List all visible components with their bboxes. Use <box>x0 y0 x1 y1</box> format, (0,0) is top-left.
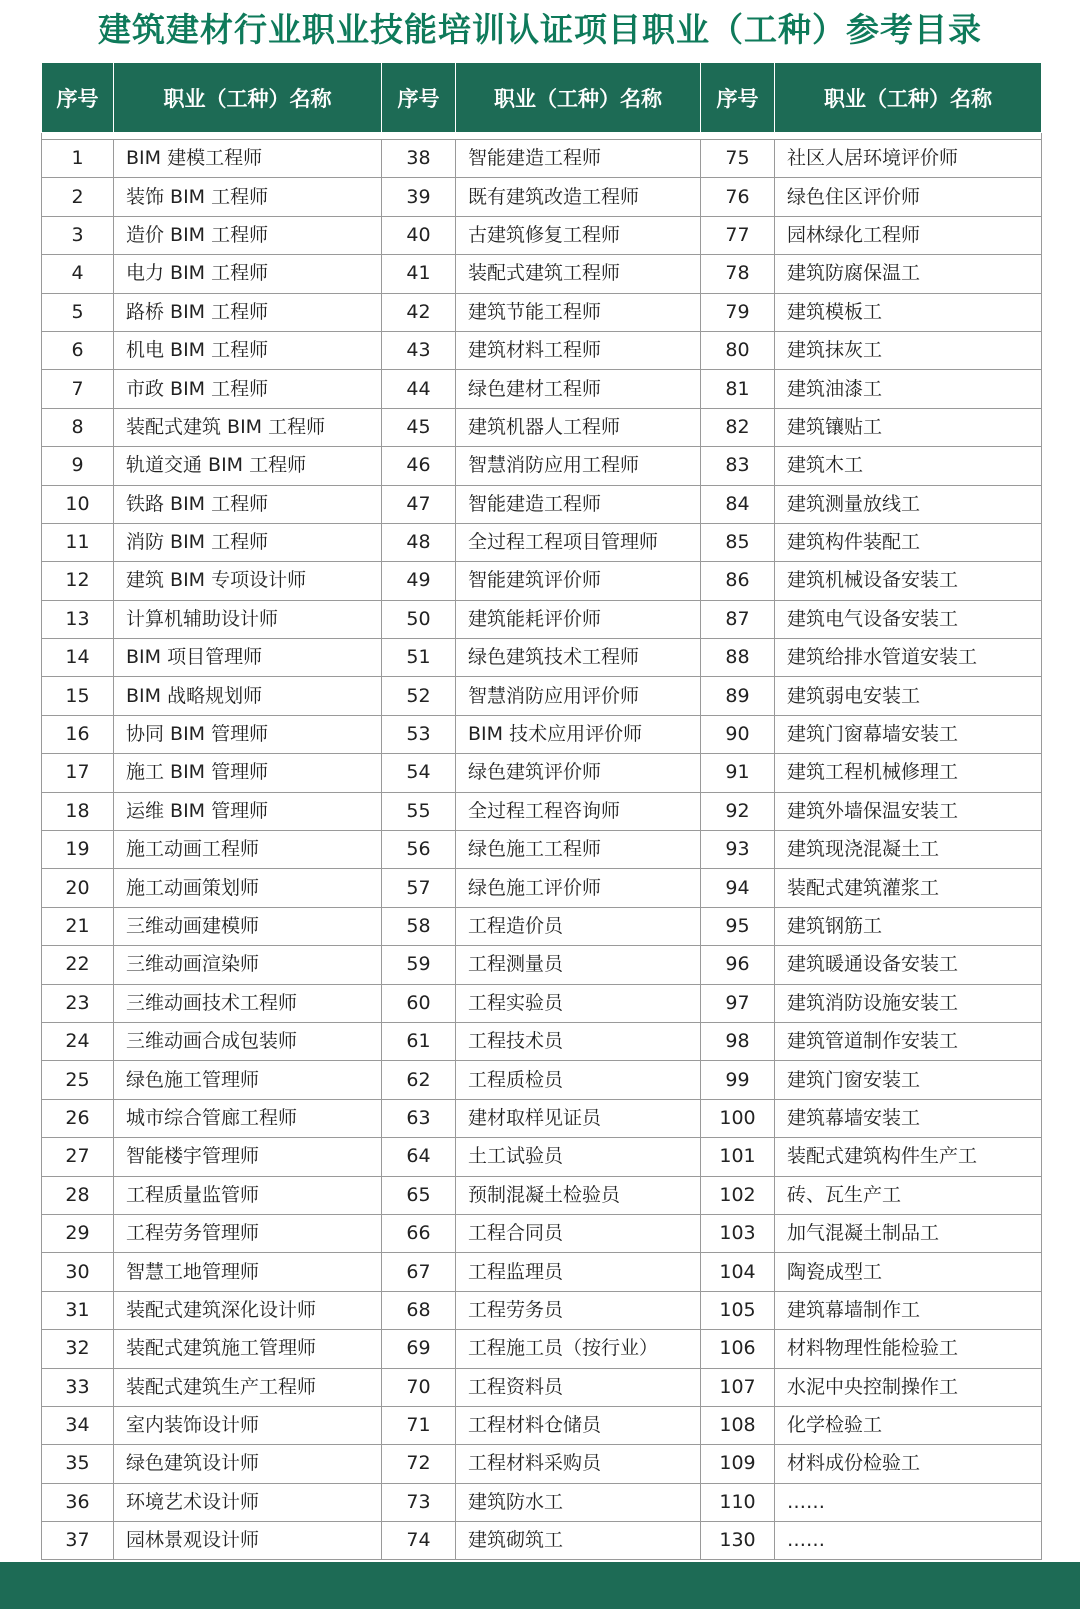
row-occupation-cell: 建筑油漆工 <box>775 370 1042 408</box>
row-index-cell: 45 <box>382 408 456 446</box>
row-index-cell: 56 <box>382 831 456 869</box>
row-occupation-cell: 智慧消防应用评价师 <box>456 677 701 715</box>
header-name-2: 职业（工种）名称 <box>456 63 701 133</box>
row-occupation-cell: 路桥 BIM 工程师 <box>114 293 382 331</box>
footer-bar <box>0 1562 1080 1609</box>
row-occupation-cell: 电力 BIM 工程师 <box>114 255 382 293</box>
table-row <box>42 1253 1042 1291</box>
row-occupation-cell: 建筑材料工程师 <box>456 331 701 369</box>
row-occupation-cell: 智能建筑评价师 <box>456 562 701 600</box>
occupation-table <box>41 62 1042 1560</box>
row-index-cell: 38 <box>382 140 456 178</box>
row-index-cell: 75 <box>701 140 775 178</box>
row-index-cell: 22 <box>42 946 114 984</box>
table-row <box>42 831 1042 869</box>
table-row <box>42 754 1042 792</box>
row-index-cell: 86 <box>701 562 775 600</box>
row-index-cell: 91 <box>701 754 775 792</box>
row-index-cell: 67 <box>382 1253 456 1291</box>
row-occupation-cell: 建筑幕墙制作工 <box>775 1291 1042 1329</box>
row-occupation-cell: 城市综合管廊工程师 <box>114 1099 382 1137</box>
row-occupation-cell: 工程材料采购员 <box>456 1445 701 1483</box>
row-index-cell: 73 <box>382 1483 456 1521</box>
row-index-cell: 130 <box>701 1522 775 1560</box>
table-row <box>42 1368 1042 1406</box>
row-occupation-cell: 绿色建筑技术工程师 <box>456 639 701 677</box>
row-occupation-cell: 智慧消防应用工程师 <box>456 447 701 485</box>
row-index-cell: 40 <box>382 216 456 254</box>
row-index-cell: 65 <box>382 1176 456 1214</box>
row-occupation-cell: 智能建造工程师 <box>456 140 701 178</box>
table-row <box>42 984 1042 1022</box>
row-occupation-cell: 古建筑修复工程师 <box>456 216 701 254</box>
row-occupation-cell: 化学检验工 <box>775 1406 1042 1444</box>
row-index-cell: 93 <box>701 831 775 869</box>
row-index-cell: 35 <box>42 1445 114 1483</box>
table-row <box>42 408 1042 446</box>
table-body <box>42 133 1042 1560</box>
row-index-cell: 32 <box>42 1330 114 1368</box>
row-index-cell: 51 <box>382 639 456 677</box>
row-occupation-cell: 建筑模板工 <box>775 293 1042 331</box>
row-occupation-cell: 运维 BIM 管理师 <box>114 792 382 830</box>
header-spacer <box>42 133 1042 140</box>
table-row <box>42 1291 1042 1329</box>
row-index-cell: 8 <box>42 408 114 446</box>
header-name-1: 职业（工种）名称 <box>114 63 382 133</box>
row-occupation-cell: 建筑测量放线工 <box>775 485 1042 523</box>
row-index-cell: 84 <box>701 485 775 523</box>
row-occupation-cell: 工程测量员 <box>456 946 701 984</box>
row-index-cell: 99 <box>701 1061 775 1099</box>
row-occupation-cell: BIM 战略规划师 <box>114 677 382 715</box>
row-index-cell: 31 <box>42 1291 114 1329</box>
row-occupation-cell: 建筑给排水管道安装工 <box>775 639 1042 677</box>
row-index-cell: 81 <box>701 370 775 408</box>
table-row <box>42 485 1042 523</box>
row-index-cell: 12 <box>42 562 114 600</box>
row-occupation-cell: 轨道交通 BIM 工程师 <box>114 447 382 485</box>
row-index-cell: 106 <box>701 1330 775 1368</box>
row-index-cell: 55 <box>382 792 456 830</box>
row-index-cell: 27 <box>42 1138 114 1176</box>
row-index-cell: 49 <box>382 562 456 600</box>
row-index-cell: 61 <box>382 1022 456 1060</box>
row-occupation-cell: 建筑机械设备安装工 <box>775 562 1042 600</box>
row-occupation-cell: 三维动画合成包装师 <box>114 1022 382 1060</box>
row-index-cell: 7 <box>42 370 114 408</box>
row-index-cell: 37 <box>42 1522 114 1560</box>
row-occupation-cell: 砖、瓦生产工 <box>775 1176 1042 1214</box>
row-occupation-cell: 全过程工程项目管理师 <box>456 523 701 561</box>
row-occupation-cell: 水泥中央控制操作工 <box>775 1368 1042 1406</box>
row-index-cell: 66 <box>382 1214 456 1252</box>
page-title: 建筑建材行业职业技能培训认证项目职业（工种）参考目录 <box>98 10 982 49</box>
row-occupation-cell: 智慧工地管理师 <box>114 1253 382 1291</box>
row-occupation-cell: 装配式建筑深化设计师 <box>114 1291 382 1329</box>
row-index-cell: 60 <box>382 984 456 1022</box>
row-occupation-cell: 工程施工员（按行业） <box>456 1330 701 1368</box>
row-index-cell: 58 <box>382 907 456 945</box>
table-row <box>42 370 1042 408</box>
row-index-cell: 80 <box>701 331 775 369</box>
row-occupation-cell: 建筑木工 <box>775 447 1042 485</box>
row-index-cell: 59 <box>382 946 456 984</box>
row-occupation-cell: 材料物理性能检验工 <box>775 1330 1042 1368</box>
row-occupation-cell: 全过程工程咨询师 <box>456 792 701 830</box>
row-index-cell: 54 <box>382 754 456 792</box>
row-index-cell: 14 <box>42 639 114 677</box>
row-occupation-cell: 计算机辅助设计师 <box>114 600 382 638</box>
row-index-cell: 39 <box>382 178 456 216</box>
row-index-cell: 76 <box>701 178 775 216</box>
row-index-cell: 11 <box>42 523 114 561</box>
row-index-cell: 10 <box>42 485 114 523</box>
table-row <box>42 1445 1042 1483</box>
row-occupation-cell: 工程资料员 <box>456 1368 701 1406</box>
table-header-row <box>42 63 1042 133</box>
table-row <box>42 1522 1042 1560</box>
row-index-cell: 50 <box>382 600 456 638</box>
row-occupation-cell: 建筑现浇混凝土工 <box>775 831 1042 869</box>
row-index-cell: 33 <box>42 1368 114 1406</box>
row-occupation-cell: 建筑节能工程师 <box>456 293 701 331</box>
row-occupation-cell: 智能楼宇管理师 <box>114 1138 382 1176</box>
row-index-cell: 89 <box>701 677 775 715</box>
row-index-cell: 64 <box>382 1138 456 1176</box>
table-row <box>42 1061 1042 1099</box>
row-occupation-cell: 建筑消防设施安装工 <box>775 984 1042 1022</box>
table-row <box>42 677 1042 715</box>
row-index-cell: 53 <box>382 715 456 753</box>
row-index-cell: 70 <box>382 1368 456 1406</box>
row-occupation-cell: 三维动画渲染师 <box>114 946 382 984</box>
row-occupation-cell: 陶瓷成型工 <box>775 1253 1042 1291</box>
row-index-cell: 48 <box>382 523 456 561</box>
row-index-cell: 74 <box>382 1522 456 1560</box>
row-occupation-cell: 建筑弱电安装工 <box>775 677 1042 715</box>
row-occupation-cell: 机电 BIM 工程师 <box>114 331 382 369</box>
row-occupation-cell: 三维动画建模师 <box>114 907 382 945</box>
row-occupation-cell: 铁路 BIM 工程师 <box>114 485 382 523</box>
row-occupation-cell: 建筑砌筑工 <box>456 1522 701 1560</box>
row-occupation-cell: 园林绿化工程师 <box>775 216 1042 254</box>
row-occupation-cell: 装配式建筑工程师 <box>456 255 701 293</box>
table-row <box>42 1022 1042 1060</box>
header-index-3: 序号 <box>701 63 775 133</box>
row-index-cell: 42 <box>382 293 456 331</box>
table-row <box>42 216 1042 254</box>
row-index-cell: 4 <box>42 255 114 293</box>
row-index-cell: 43 <box>382 331 456 369</box>
header-index-2: 序号 <box>382 63 456 133</box>
row-occupation-cell: 工程劳务员 <box>456 1291 701 1329</box>
row-index-cell: 104 <box>701 1253 775 1291</box>
row-occupation-cell: …… <box>775 1483 1042 1521</box>
row-occupation-cell: 绿色施工管理师 <box>114 1061 382 1099</box>
row-occupation-cell: 建筑钢筋工 <box>775 907 1042 945</box>
row-occupation-cell: 建筑幕墙安装工 <box>775 1099 1042 1137</box>
row-index-cell: 46 <box>382 447 456 485</box>
row-index-cell: 23 <box>42 984 114 1022</box>
row-occupation-cell: 工程质检员 <box>456 1061 701 1099</box>
row-occupation-cell: 土工试验员 <box>456 1138 701 1176</box>
row-occupation-cell: 绿色住区评价师 <box>775 178 1042 216</box>
row-occupation-cell: 建筑管道制作安装工 <box>775 1022 1042 1060</box>
row-occupation-cell: 建筑暖通设备安装工 <box>775 946 1042 984</box>
row-index-cell: 17 <box>42 754 114 792</box>
row-index-cell: 29 <box>42 1214 114 1252</box>
table-row <box>42 447 1042 485</box>
table-row <box>42 1330 1042 1368</box>
row-occupation-cell: 建筑 BIM 专项设计师 <box>114 562 382 600</box>
row-occupation-cell: 园林景观设计师 <box>114 1522 382 1560</box>
row-index-cell: 25 <box>42 1061 114 1099</box>
table-row <box>42 1214 1042 1252</box>
row-index-cell: 63 <box>382 1099 456 1137</box>
row-occupation-cell: 建筑镶贴工 <box>775 408 1042 446</box>
row-occupation-cell: 建筑门窗安装工 <box>775 1061 1042 1099</box>
row-index-cell: 72 <box>382 1445 456 1483</box>
row-index-cell: 98 <box>701 1022 775 1060</box>
row-index-cell: 13 <box>42 600 114 638</box>
row-index-cell: 36 <box>42 1483 114 1521</box>
row-index-cell: 88 <box>701 639 775 677</box>
row-occupation-cell: 市政 BIM 工程师 <box>114 370 382 408</box>
row-occupation-cell: 造价 BIM 工程师 <box>114 216 382 254</box>
row-index-cell: 19 <box>42 831 114 869</box>
row-occupation-cell: 建筑电气设备安装工 <box>775 600 1042 638</box>
row-index-cell: 77 <box>701 216 775 254</box>
table-row <box>42 562 1042 600</box>
row-occupation-cell: 绿色建筑评价师 <box>456 754 701 792</box>
row-index-cell: 85 <box>701 523 775 561</box>
header-name-3: 职业（工种）名称 <box>775 63 1042 133</box>
row-index-cell: 20 <box>42 869 114 907</box>
row-occupation-cell: 建材取样见证员 <box>456 1099 701 1137</box>
table-row <box>42 1406 1042 1444</box>
row-occupation-cell: 加气混凝土制品工 <box>775 1214 1042 1252</box>
row-occupation-cell: 建筑外墙保温安装工 <box>775 792 1042 830</box>
row-occupation-cell: 装配式建筑灌浆工 <box>775 869 1042 907</box>
row-index-cell: 1 <box>42 140 114 178</box>
row-index-cell: 101 <box>701 1138 775 1176</box>
row-index-cell: 3 <box>42 216 114 254</box>
row-occupation-cell: BIM 建模工程师 <box>114 140 382 178</box>
row-index-cell: 41 <box>382 255 456 293</box>
row-index-cell: 79 <box>701 293 775 331</box>
row-index-cell: 34 <box>42 1406 114 1444</box>
row-occupation-cell: 绿色建筑设计师 <box>114 1445 382 1483</box>
row-occupation-cell: 社区人居环境评价师 <box>775 140 1042 178</box>
row-occupation-cell: BIM 技术应用评价师 <box>456 715 701 753</box>
row-index-cell: 30 <box>42 1253 114 1291</box>
table-row <box>42 1099 1042 1137</box>
row-occupation-cell: 绿色施工工程师 <box>456 831 701 869</box>
row-index-cell: 100 <box>701 1099 775 1137</box>
row-index-cell: 109 <box>701 1445 775 1483</box>
row-occupation-cell: 智能建造工程师 <box>456 485 701 523</box>
row-occupation-cell: 建筑构件装配工 <box>775 523 1042 561</box>
row-occupation-cell: 装配式建筑生产工程师 <box>114 1368 382 1406</box>
row-occupation-cell: 环境艺术设计师 <box>114 1483 382 1521</box>
table-row <box>42 1176 1042 1214</box>
row-index-cell: 62 <box>382 1061 456 1099</box>
row-occupation-cell: 工程材料仓储员 <box>456 1406 701 1444</box>
row-index-cell: 96 <box>701 946 775 984</box>
table-row <box>42 255 1042 293</box>
row-index-cell: 44 <box>382 370 456 408</box>
row-index-cell: 78 <box>701 255 775 293</box>
row-occupation-cell: 建筑防水工 <box>456 1483 701 1521</box>
table-row <box>42 639 1042 677</box>
row-index-cell: 28 <box>42 1176 114 1214</box>
row-index-cell: 69 <box>382 1330 456 1368</box>
row-occupation-cell: 工程造价员 <box>456 907 701 945</box>
table-row <box>42 600 1042 638</box>
table-row <box>42 1483 1042 1521</box>
table-row <box>42 1138 1042 1176</box>
row-index-cell: 26 <box>42 1099 114 1137</box>
row-occupation-cell: 建筑工程机械修理工 <box>775 754 1042 792</box>
row-index-cell: 102 <box>701 1176 775 1214</box>
table-row <box>42 293 1042 331</box>
row-index-cell: 95 <box>701 907 775 945</box>
row-index-cell: 2 <box>42 178 114 216</box>
row-index-cell: 83 <box>701 447 775 485</box>
row-occupation-cell: 建筑门窗幕墙安装工 <box>775 715 1042 753</box>
row-occupation-cell: 建筑能耗评价师 <box>456 600 701 638</box>
row-occupation-cell: 建筑抹灰工 <box>775 331 1042 369</box>
table-row <box>42 946 1042 984</box>
header-index-1: 序号 <box>42 63 114 133</box>
row-occupation-cell: 既有建筑改造工程师 <box>456 178 701 216</box>
row-index-cell: 47 <box>382 485 456 523</box>
row-index-cell: 71 <box>382 1406 456 1444</box>
row-index-cell: 24 <box>42 1022 114 1060</box>
row-occupation-cell: 建筑机器人工程师 <box>456 408 701 446</box>
table-row <box>42 523 1042 561</box>
row-index-cell: 108 <box>701 1406 775 1444</box>
row-occupation-cell: 绿色建材工程师 <box>456 370 701 408</box>
row-occupation-cell: …… <box>775 1522 1042 1560</box>
row-index-cell: 87 <box>701 600 775 638</box>
row-occupation-cell: 工程技术员 <box>456 1022 701 1060</box>
row-occupation-cell: 工程实验员 <box>456 984 701 1022</box>
row-occupation-cell: 工程劳务管理师 <box>114 1214 382 1252</box>
row-index-cell: 21 <box>42 907 114 945</box>
table-row <box>42 869 1042 907</box>
row-occupation-cell: 装配式建筑构件生产工 <box>775 1138 1042 1176</box>
row-index-cell: 94 <box>701 869 775 907</box>
row-index-cell: 103 <box>701 1214 775 1252</box>
row-occupation-cell: 装配式建筑 BIM 工程师 <box>114 408 382 446</box>
row-index-cell: 9 <box>42 447 114 485</box>
row-index-cell: 90 <box>701 715 775 753</box>
table-row <box>42 715 1042 753</box>
table-row <box>42 907 1042 945</box>
table-row <box>42 792 1042 830</box>
row-occupation-cell: 消防 BIM 工程师 <box>114 523 382 561</box>
row-index-cell: 68 <box>382 1291 456 1329</box>
row-index-cell: 107 <box>701 1368 775 1406</box>
row-occupation-cell: 协同 BIM 管理师 <box>114 715 382 753</box>
row-index-cell: 57 <box>382 869 456 907</box>
row-occupation-cell: 绿色施工评价师 <box>456 869 701 907</box>
row-occupation-cell: 材料成份检验工 <box>775 1445 1042 1483</box>
table-row <box>42 140 1042 178</box>
row-occupation-cell: 室内装饰设计师 <box>114 1406 382 1444</box>
row-occupation-cell: 施工动画工程师 <box>114 831 382 869</box>
row-index-cell: 97 <box>701 984 775 1022</box>
row-index-cell: 110 <box>701 1483 775 1521</box>
row-occupation-cell: 预制混凝土检验员 <box>456 1176 701 1214</box>
row-occupation-cell: 装配式建筑施工管理师 <box>114 1330 382 1368</box>
row-index-cell: 6 <box>42 331 114 369</box>
row-index-cell: 82 <box>701 408 775 446</box>
row-occupation-cell: 建筑防腐保温工 <box>775 255 1042 293</box>
row-index-cell: 15 <box>42 677 114 715</box>
row-occupation-cell: 工程合同员 <box>456 1214 701 1252</box>
row-occupation-cell: 施工动画策划师 <box>114 869 382 907</box>
table-row <box>42 331 1042 369</box>
row-occupation-cell: 三维动画技术工程师 <box>114 984 382 1022</box>
row-occupation-cell: BIM 项目管理师 <box>114 639 382 677</box>
row-index-cell: 105 <box>701 1291 775 1329</box>
row-index-cell: 16 <box>42 715 114 753</box>
row-index-cell: 5 <box>42 293 114 331</box>
row-occupation-cell: 工程监理员 <box>456 1253 701 1291</box>
row-index-cell: 18 <box>42 792 114 830</box>
row-occupation-cell: 装饰 BIM 工程师 <box>114 178 382 216</box>
row-index-cell: 92 <box>701 792 775 830</box>
row-occupation-cell: 施工 BIM 管理师 <box>114 754 382 792</box>
table-row <box>42 178 1042 216</box>
row-occupation-cell: 工程质量监管师 <box>114 1176 382 1214</box>
row-index-cell: 52 <box>382 677 456 715</box>
